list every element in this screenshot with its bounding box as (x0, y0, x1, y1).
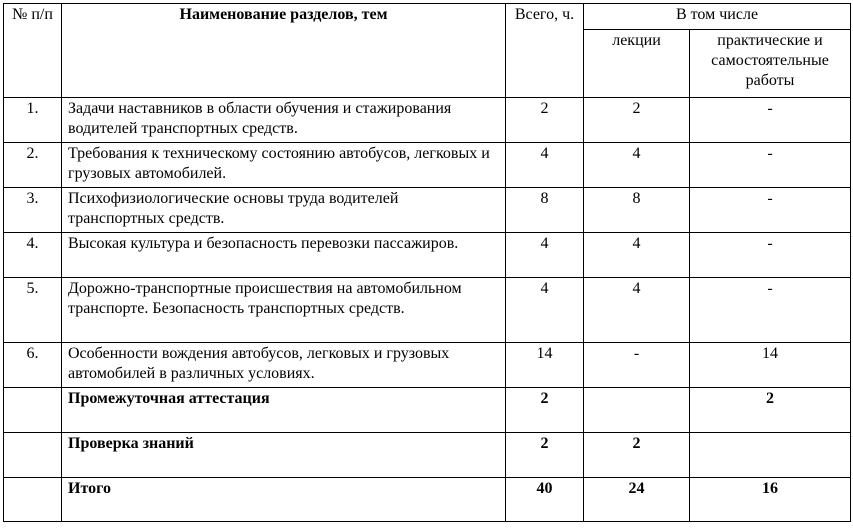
summary-name: Промежуточная аттестация (62, 388, 506, 433)
row-lectures: 4 (584, 233, 690, 278)
row-name: Задачи наставников в области обучения и стажирования водителей транспортных средств. (62, 98, 506, 143)
header-num: № п/п (4, 4, 62, 98)
summary-row (4, 478, 851, 522)
summary-practice (690, 433, 851, 478)
row-total: 8 (506, 188, 584, 233)
table-row (4, 98, 851, 143)
row-lectures: 4 (584, 278, 690, 343)
table-row (4, 188, 851, 233)
row-num: 1. (4, 98, 62, 143)
summary-lectures: 24 (584, 478, 690, 522)
row-total: 4 (506, 233, 584, 278)
row-num: 2. (4, 143, 62, 188)
row-name: Высокая культура и безопасность перевозки пассажиров. (62, 233, 506, 278)
row-total: 14 (506, 343, 584, 388)
row-name: Особенности вождения автобусов, легковых и грузовых автомобилей в различных условиях. (62, 343, 506, 388)
row-lectures: - (584, 343, 690, 388)
summary-row (4, 388, 851, 433)
row-name: Психофизиологические основы труда водителей транспортных средств. (62, 188, 506, 233)
row-practice: - (690, 278, 851, 343)
header-total: Всего, ч. (506, 4, 584, 98)
summary-practice: 2 (690, 388, 851, 433)
summary-lectures: 2 (584, 433, 690, 478)
row-num: 4. (4, 233, 62, 278)
table-row (4, 143, 851, 188)
row-name: Дорожно-транспортные происшествия на автомобильном транспорте. Безопасность транспортных средств. (62, 278, 506, 343)
header-practice: практические и самостоятельные работы (690, 30, 851, 98)
row-num-empty (4, 433, 62, 478)
row-num: 3. (4, 188, 62, 233)
row-num: 5. (4, 278, 62, 343)
row-lectures: 4 (584, 143, 690, 188)
row-practice: - (690, 98, 851, 143)
row-num: 6. (4, 343, 62, 388)
curriculum-table (3, 3, 851, 522)
row-total: 4 (506, 143, 584, 188)
row-num-empty (4, 388, 62, 433)
row-practice: 14 (690, 343, 851, 388)
header-lectures: лекции (584, 30, 690, 98)
table-row (4, 278, 851, 343)
row-name: Требования к техническому состоянию автобусов, легковых и грузовых автомобилей. (62, 143, 506, 188)
header-name: Наименование разделов, тем (62, 4, 506, 98)
row-num-empty (4, 478, 62, 522)
row-total: 2 (506, 98, 584, 143)
row-lectures: 8 (584, 188, 690, 233)
summary-total: 2 (506, 388, 584, 433)
row-practice: - (690, 143, 851, 188)
table-row (4, 343, 851, 388)
summary-total: 40 (506, 478, 584, 522)
header-including: В том числе (584, 4, 851, 30)
summary-row (4, 433, 851, 478)
summary-name: Итого (62, 478, 506, 522)
row-practice: - (690, 188, 851, 233)
summary-lectures (584, 388, 690, 433)
row-practice: - (690, 233, 851, 278)
summary-name: Проверка знаний (62, 433, 506, 478)
row-lectures: 2 (584, 98, 690, 143)
summary-practice: 16 (690, 478, 851, 522)
table-row (4, 233, 851, 278)
row-total: 4 (506, 278, 584, 343)
summary-total: 2 (506, 433, 584, 478)
